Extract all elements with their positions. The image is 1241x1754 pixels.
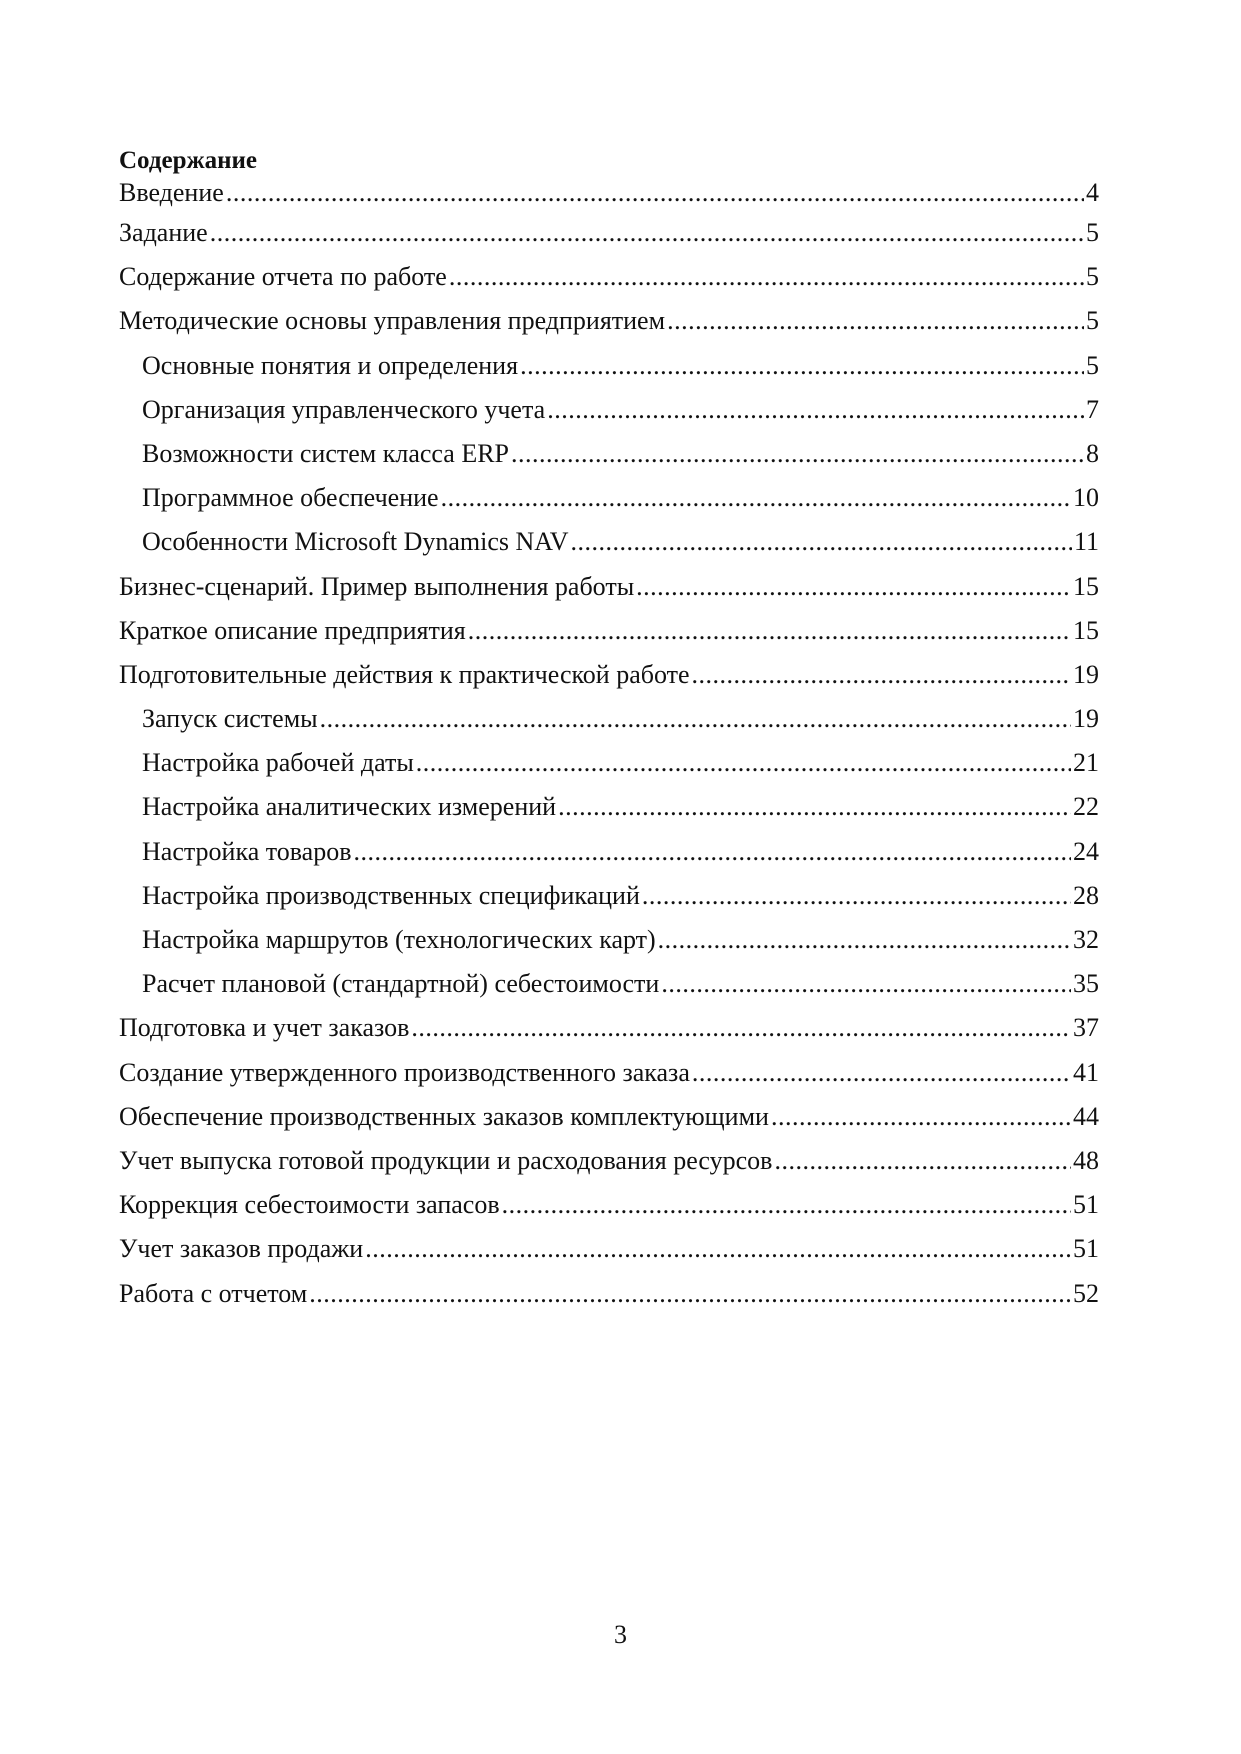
toc-dot-leader bbox=[320, 704, 1071, 734]
toc-dot-leader bbox=[365, 1234, 1071, 1264]
toc-dot-leader bbox=[210, 218, 1084, 248]
toc-entry-page[interactable]: 22 bbox=[1073, 792, 1099, 822]
toc-dot-leader bbox=[520, 351, 1084, 381]
toc-entry-title[interactable]: Подготовка и учет заказов bbox=[119, 1013, 410, 1043]
toc-dot-leader bbox=[661, 969, 1071, 999]
toc-entry-page[interactable]: 15 bbox=[1073, 571, 1099, 601]
toc-dot-leader bbox=[449, 262, 1084, 292]
toc-entry-title[interactable]: Настройка производственных спецификаций bbox=[142, 880, 640, 910]
toc-entry-title[interactable]: Запуск системы bbox=[142, 704, 318, 734]
toc-entry-page[interactable]: 8 bbox=[1086, 438, 1099, 468]
toc-entry[interactable] bbox=[119, 1058, 1099, 1102]
toc-entry-title[interactable]: Коррекция себестоимости запасов bbox=[119, 1190, 500, 1220]
toc-entry-page[interactable]: 5 bbox=[1086, 262, 1099, 292]
toc-entry[interactable] bbox=[119, 178, 1099, 218]
toc-entry[interactable] bbox=[119, 1013, 1099, 1057]
toc-entry[interactable] bbox=[119, 1234, 1099, 1278]
toc-entry-page[interactable]: 51 bbox=[1073, 1234, 1099, 1264]
toc-entry-title[interactable]: Задание bbox=[119, 218, 208, 247]
toc-entry-title[interactable]: Расчет плановой (стандартной) себестоимости bbox=[142, 969, 660, 999]
toc-entry-title[interactable]: Работа с отчетом bbox=[119, 1278, 308, 1308]
toc-entry-title[interactable]: Настройка маршрутов (технологических карт) bbox=[142, 925, 656, 954]
toc-dot-leader bbox=[642, 881, 1071, 911]
toc-entry[interactable] bbox=[119, 1146, 1099, 1190]
toc-entry-page[interactable]: 10 bbox=[1073, 483, 1099, 513]
toc-entry[interactable] bbox=[119, 748, 1099, 792]
toc-dot-leader bbox=[309, 1279, 1071, 1309]
toc-dot-leader bbox=[774, 1146, 1071, 1176]
toc-entry[interactable] bbox=[119, 837, 1099, 881]
toc-entry-page[interactable]: 5 bbox=[1086, 306, 1099, 336]
toc-entry-title[interactable]: Организация управленческого учета bbox=[142, 394, 546, 424]
toc-entry[interactable] bbox=[119, 925, 1099, 969]
toc-dot-leader bbox=[547, 395, 1084, 425]
toc-entry-title[interactable]: Особенности Microsoft Dynamics NAV bbox=[142, 527, 569, 557]
toc-dot-leader bbox=[468, 616, 1071, 646]
toc-entry-page[interactable]: 19 bbox=[1073, 659, 1099, 689]
toc-dot-leader bbox=[558, 792, 1071, 822]
toc-dot-leader bbox=[441, 483, 1071, 513]
toc-entry-page[interactable]: 35 bbox=[1073, 969, 1099, 999]
toc-entry-title[interactable]: Содержание отчета по работе bbox=[119, 262, 447, 292]
toc-entry-page[interactable]: 51 bbox=[1073, 1190, 1099, 1220]
toc-entry-page[interactable]: 37 bbox=[1073, 1013, 1099, 1043]
toc-entry-page[interactable]: 48 bbox=[1073, 1145, 1099, 1175]
toc-entry-title[interactable]: Бизнес-сценарий. Пример выполнения работы bbox=[119, 571, 635, 601]
toc-entry-page[interactable]: 32 bbox=[1073, 925, 1099, 954]
toc-dot-leader bbox=[570, 527, 1071, 557]
toc-dot-leader bbox=[511, 439, 1084, 469]
toc-entry-title[interactable]: Учет заказов продажи bbox=[119, 1234, 364, 1264]
toc-entry[interactable] bbox=[119, 351, 1099, 395]
toc-entry-page[interactable]: 52 bbox=[1073, 1278, 1099, 1308]
toc-entry[interactable] bbox=[119, 1190, 1099, 1234]
toc-entry-page[interactable]: 24 bbox=[1073, 836, 1099, 866]
toc-entry-title[interactable]: Настройка аналитических измерений bbox=[142, 792, 557, 822]
toc-entry[interactable] bbox=[119, 1279, 1099, 1323]
toc-dot-leader bbox=[658, 925, 1071, 955]
toc-list bbox=[119, 178, 1099, 1323]
toc-entry[interactable] bbox=[119, 572, 1099, 616]
page-number: 3 bbox=[614, 1620, 627, 1649]
toc-entry-title[interactable]: Введение bbox=[119, 178, 224, 207]
toc-dot-leader bbox=[502, 1190, 1071, 1220]
toc-entry-title[interactable]: Основные понятия и определения bbox=[142, 350, 519, 380]
toc-entry-page[interactable]: 7 bbox=[1086, 394, 1099, 424]
toc-dot-leader bbox=[771, 1102, 1071, 1132]
toc-entry-title[interactable]: Подготовительные действия к практической работе bbox=[119, 659, 690, 689]
toc-entry[interactable] bbox=[119, 483, 1099, 527]
toc-entry[interactable] bbox=[119, 1102, 1099, 1146]
toc-dot-leader bbox=[692, 1058, 1071, 1088]
toc-entry-title[interactable]: Учет выпуска готовой продукции и расходования ресурсов bbox=[119, 1145, 773, 1175]
toc-entry-page[interactable]: 21 bbox=[1073, 748, 1099, 778]
toc-entry[interactable] bbox=[119, 306, 1099, 350]
table-of-contents bbox=[119, 144, 1099, 1323]
toc-entry-title[interactable]: Возможности систем класса ERP bbox=[142, 438, 510, 468]
toc-entry-page[interactable]: 44 bbox=[1073, 1101, 1099, 1131]
toc-entry-page[interactable]: 5 bbox=[1086, 350, 1099, 380]
toc-entry-title[interactable]: Обеспечение производственных заказов комплектующими bbox=[119, 1101, 769, 1131]
toc-dot-leader bbox=[411, 1013, 1071, 1043]
toc-dot-leader bbox=[416, 748, 1071, 778]
toc-entry[interactable] bbox=[119, 439, 1099, 483]
toc-entry[interactable] bbox=[119, 395, 1099, 439]
toc-entry-title[interactable]: Создание утвержденного производственного заказа bbox=[119, 1057, 690, 1087]
toc-dot-leader bbox=[354, 837, 1072, 867]
toc-entry-page[interactable]: 15 bbox=[1073, 615, 1099, 645]
toc-heading: Содержание bbox=[119, 147, 258, 174]
toc-entry[interactable] bbox=[119, 969, 1099, 1013]
toc-entry[interactable] bbox=[119, 616, 1099, 660]
toc-entry-page[interactable]: 41 bbox=[1073, 1057, 1099, 1087]
toc-dot-leader bbox=[226, 178, 1084, 208]
toc-entry-page[interactable]: 19 bbox=[1073, 704, 1099, 734]
toc-entry-page[interactable]: 11 bbox=[1073, 527, 1099, 557]
toc-entry-page[interactable]: 5 bbox=[1086, 218, 1099, 247]
toc-entry-title[interactable]: Настройка рабочей даты bbox=[142, 748, 414, 778]
toc-entry[interactable] bbox=[119, 660, 1099, 704]
toc-entry[interactable] bbox=[119, 262, 1099, 306]
toc-entry[interactable] bbox=[119, 218, 1099, 262]
toc-entry-title[interactable]: Краткое описание предприятия bbox=[119, 615, 466, 645]
toc-entry-title[interactable]: Программное обеспечение bbox=[142, 483, 439, 513]
toc-entry-title[interactable]: Настройка товаров bbox=[142, 836, 352, 866]
toc-entry[interactable] bbox=[119, 527, 1099, 571]
toc-entry[interactable] bbox=[119, 792, 1099, 836]
toc-entry[interactable] bbox=[119, 881, 1099, 925]
toc-entry[interactable] bbox=[119, 704, 1099, 748]
toc-dot-leader bbox=[636, 572, 1071, 602]
toc-dot-leader bbox=[667, 306, 1084, 336]
toc-entry-page[interactable]: 28 bbox=[1073, 880, 1099, 910]
toc-dot-leader bbox=[692, 660, 1071, 690]
toc-entry-title[interactable]: Методические основы управления предприятием bbox=[119, 306, 666, 336]
toc-entry-page[interactable]: 4 bbox=[1086, 178, 1099, 207]
